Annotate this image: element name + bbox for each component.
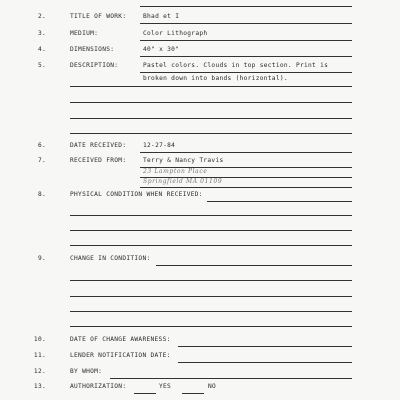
field-label: RECEIVED FROM: (70, 157, 127, 164)
field-number: 10. (33, 336, 46, 343)
field-label: MEDIUM: (70, 30, 99, 37)
answer-line (70, 118, 352, 119)
answer-line (140, 56, 352, 57)
answer-line (207, 201, 352, 202)
answer-line (140, 23, 352, 24)
field-value: 12-27-84 (143, 142, 176, 149)
field-label: CHANGE IN CONDITION: (70, 255, 151, 262)
answer-line (178, 362, 352, 363)
field-number: 7. (37, 157, 46, 164)
yes-answer-line (134, 393, 156, 394)
field-number: 5. (37, 62, 46, 69)
answer-line (140, 72, 352, 73)
answer-line (156, 265, 352, 266)
answer-line (70, 86, 352, 87)
handwritten-address-line-2: Springfield MA 01109 (143, 178, 223, 185)
field-number: 2. (37, 13, 46, 20)
field-label: DATE OF CHANGE AWARENESS: (70, 336, 171, 343)
field-value: Pastel colors. Clouds in top section. Print is (143, 62, 329, 69)
no-option-label: NO (208, 383, 217, 390)
field-label: AUTHORIZATION: (70, 383, 127, 390)
answer-line (70, 133, 352, 134)
answer-line (140, 40, 352, 41)
answer-line (140, 152, 352, 153)
yes-option-label: YES (159, 383, 172, 390)
field-value: Terry & Nancy Travis (143, 157, 224, 164)
answer-line (70, 326, 352, 327)
field-number: 9. (37, 255, 46, 262)
field-value: Bhad et I (143, 13, 180, 20)
answer-line (140, 187, 352, 188)
no-answer-line (182, 393, 204, 394)
answer-line (70, 296, 352, 297)
field-number: 6. (37, 142, 46, 149)
handwritten-address-line-1: 23 Lampton Place (143, 168, 208, 175)
answer-line (110, 378, 352, 379)
field-label: DESCRIPTION: (70, 62, 119, 69)
field-label: PHYSICAL CONDITION WHEN RECEIVED: (70, 191, 203, 198)
field-number: 4. (37, 46, 46, 53)
field-value: Color Lithograph (143, 30, 208, 37)
field-label: DIMENSIONS: (70, 46, 115, 53)
field-number: 11. (33, 352, 46, 359)
answer-line (140, 6, 352, 7)
field-number (26, 0, 46, 1)
answer-line (70, 215, 352, 216)
answer-line (70, 245, 352, 246)
field-label: LENDER NOTIFICATION DATE: (70, 352, 171, 359)
field-number: 12. (33, 368, 46, 375)
field-value: 40" x 30" (143, 46, 180, 53)
answer-line (70, 230, 352, 231)
answer-line (70, 102, 352, 103)
field-label: DATE RECEIVED: (70, 142, 127, 149)
field-label: BY WHOM: (70, 368, 103, 375)
answer-line (178, 346, 352, 347)
answer-line (70, 311, 352, 312)
field-number: 13. (33, 383, 46, 390)
field-number: 3. (37, 30, 46, 37)
field-label: TITLE OF WORK: (70, 13, 127, 20)
field-number: 8. (37, 191, 46, 198)
field-label (70, 0, 130, 1)
field-value-continued: broken down into bands (horizontal). (143, 75, 288, 82)
answer-line (70, 280, 352, 281)
